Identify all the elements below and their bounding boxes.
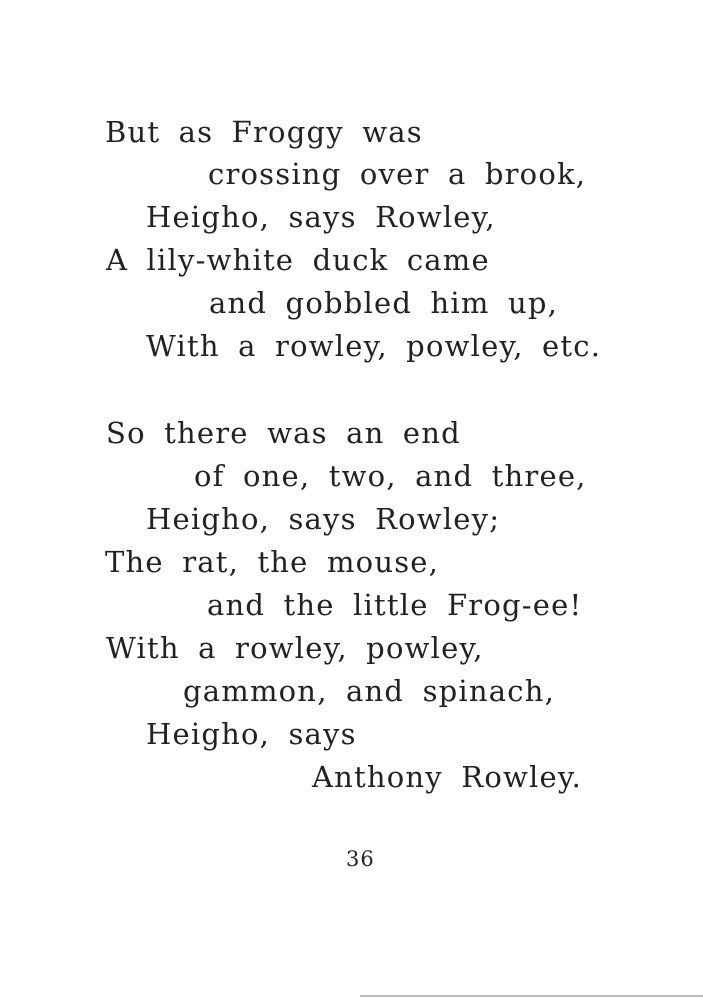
poem-line: So there was an end bbox=[106, 416, 461, 450]
poem-line: The rat, the mouse, bbox=[105, 545, 440, 579]
poem-line: Heigho, says Rowley; bbox=[146, 502, 501, 536]
poem-line: gammon, and spinach, bbox=[183, 674, 555, 708]
poem-line: But as Froggy was bbox=[105, 115, 423, 149]
poem-line: Heigho, says Rowley, bbox=[146, 200, 496, 234]
poem-line: Heigho, says bbox=[146, 717, 357, 751]
poem-line: Anthony Rowley. bbox=[312, 760, 582, 794]
poem-line: A lily-white duck came bbox=[106, 243, 490, 277]
poem-line: and gobbled him up, bbox=[209, 286, 559, 320]
poem-line: of one, two, and three, bbox=[194, 459, 587, 493]
page-edge-line bbox=[360, 995, 703, 997]
poem-line: With a rowley, powley, etc. bbox=[146, 329, 602, 363]
poem-line: crossing over a brook, bbox=[208, 157, 587, 191]
poem-line: and the little Frog-ee! bbox=[207, 588, 583, 622]
poem-line: With a rowley, powley, bbox=[106, 631, 484, 665]
page-number: 36 bbox=[346, 847, 375, 871]
